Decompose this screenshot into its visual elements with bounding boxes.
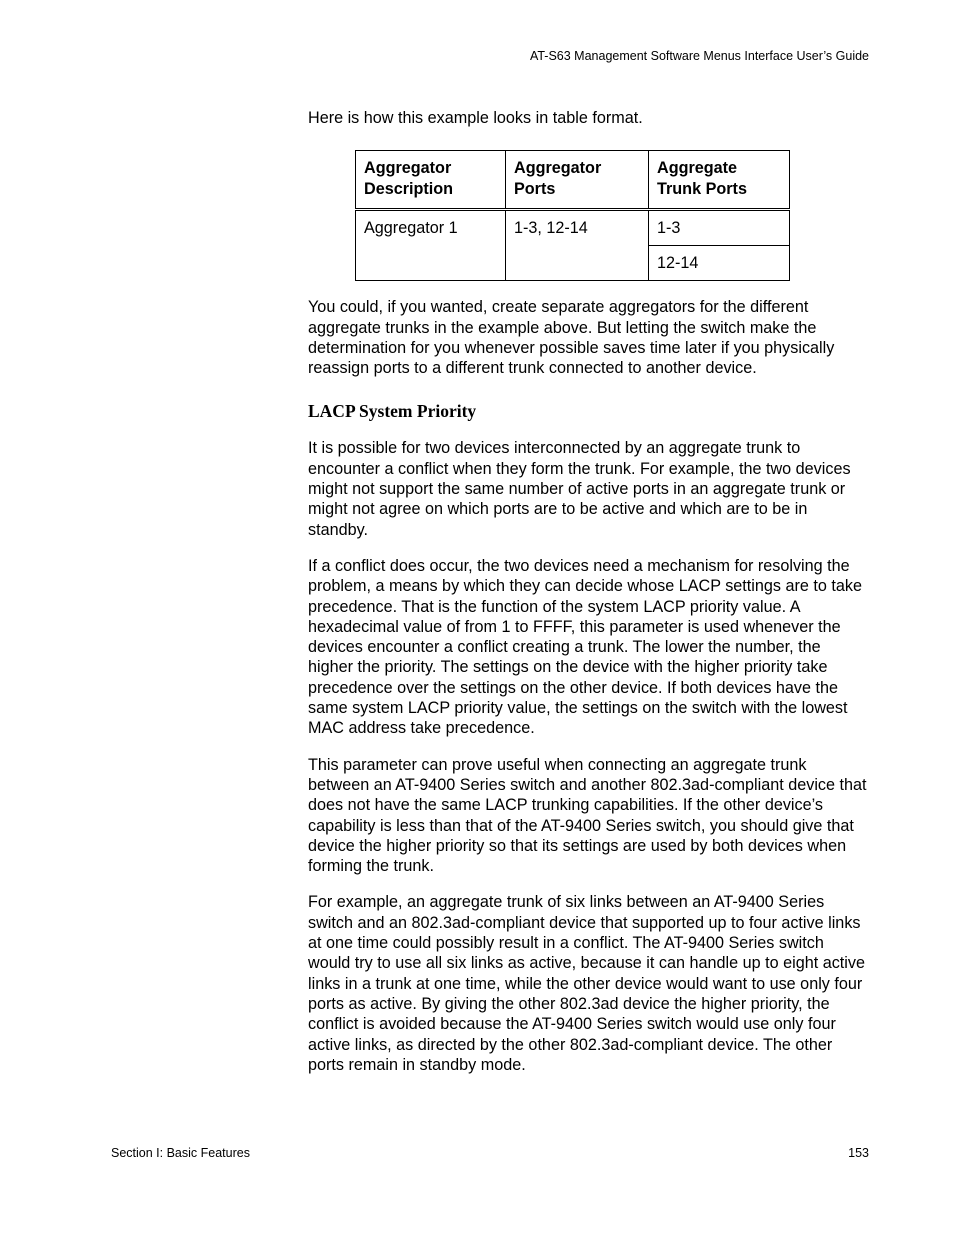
cell-aggregator-description: Aggregator 1 <box>356 210 506 281</box>
paragraph-example: For example, an aggregate trunk of six links between an AT-9400 Series switch and an 802.3ad-compliant device that supported up to four active links at one time could possibly result in a conflict. The AT-9400 Series switch would try to use all six links as active, because it can handle up to eight active links in a trunk at one time, while the other device would want to use only four ports as active. By giving the other 802.3ad device the higher priority, the conflict is avoided because the AT-9400 Series switch would use only four active links, as directed by the other 802.3ad-compliant device. The other ports remain in standby mode. <box>308 893 865 1074</box>
cell-trunk-ports: 1-3 <box>649 210 790 246</box>
footer-section: Section I: Basic Features <box>111 1146 250 1160</box>
cell-trunk-ports: 12-14 <box>649 246 790 281</box>
paragraph-mechanism: If a conflict does occur, the two devices need a mechanism for resolving the problem, a means by which they can decide whose LACP settings are to take precedence. That is the function of the system LACP priority value. A hexadecimal value of from 1 to FFFF, this parameter is used whenever the devices encounter a conflict creating a trunk. The lower the number, the higher the priority. The settings on the device with the higher priority take precedence over the settings on the other device. If both devices have the same system LACP priority value, the settings on the switch with the lowest MAC address take precedence. <box>308 556 862 738</box>
paragraph-separate-aggregators: You could, if you wanted, create separate aggregators for the different aggregate trunks in the example above. But letting the switch make the determination for you whenever possible saves time later if you physically reassign ports to a different trunk connected to another device. <box>308 298 835 378</box>
paragraph-conflict: It is possible for two devices interconnected by an aggregate trunk to encounter a conflict when they form the trunk. For example, the two devices might not support the same number of active ports in an aggregate trunk or might not agree on which ports are to be active and which are to be in standby. <box>308 439 851 539</box>
paragraph-useful: This parameter can prove useful when connecting an aggregate trunk between an AT-9400 Series switch and another 802.3ad-compliant device that does not have the same LACP trunking capabilities. If the other device’s capability is less than that of the AT-9400 Series switch, you should give that device the higher priority so that its settings are used by both devices when forming the trunk. <box>308 755 867 876</box>
cell-aggregator-ports: 1-3, 12-14 <box>506 210 649 281</box>
table-header-row <box>356 151 790 210</box>
section-heading: LACP System Priority <box>308 401 477 422</box>
table-row <box>356 210 790 246</box>
page-number: 153 <box>848 1146 869 1160</box>
running-header: AT-S63 Management Software Menus Interface User’s Guide <box>529 49 869 63</box>
page-content <box>308 108 868 1075</box>
column-header-description: Aggregator Description <box>356 151 506 210</box>
intro-paragraph: Here is how this example looks in table format. <box>308 109 643 127</box>
column-header-ports: Aggregator Ports <box>506 151 649 210</box>
column-header-trunk-ports: Aggregate Trunk Ports <box>649 151 790 210</box>
aggregator-table <box>355 150 790 281</box>
